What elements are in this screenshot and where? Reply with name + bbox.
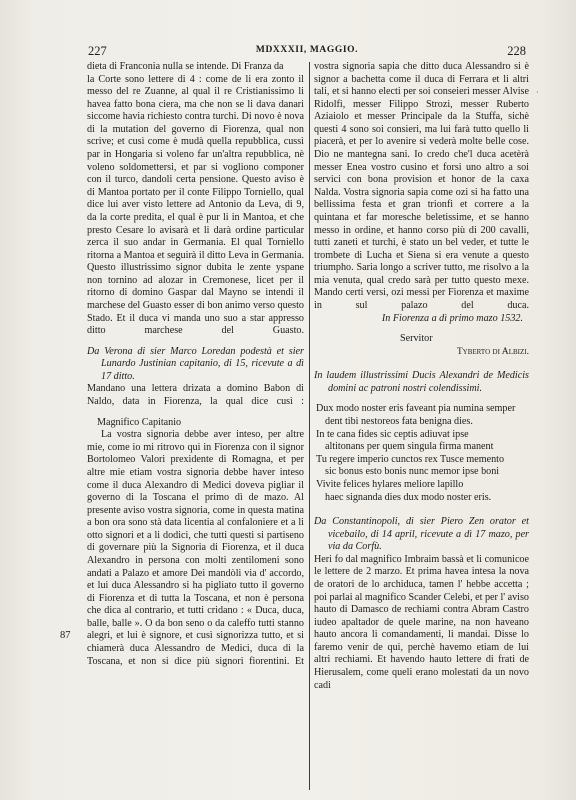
text-paragraph: La vostra signoria debbe aver inteso, per altre mie, come io mi ritrovo qui in Fiorenza con il signor Bortolomeo Valori prexidente di Romagna, et per altre mie etiam vostra signoria debbe haver inteso come il duca Alexandro di Medici doveva pigliar il governo di la Toscana el primo dì de mazo. Al presente aviso vostra signoria, come in questa matina a bon ora sono stà data licentia al confaloniere et a li otto signori et a li dodici, che tutti questi si partiseno di governare più la Signoria di Fiorenza, et il duca Alexandro in persona con molti zentilomeni sono andati a Palazo et amore Dei mandòli via d' accordo, et lui duca Alessandro si ha pigliato tutto il governo di Fiorenza et di tutta la Toscana, et non è persona che dica al contrario, et tutti cridano : « Duca, duca, balle, balle ». O da bon seno o da caleffo tutti stanno alegri, et lui è signore, et cusì signorizza tutto, et si chiamerà duca Alessandro de Medici, duca di la Toscana, et non si dice più signori fiorentini. Et (87, 429, 304, 667)
spacer (314, 325, 529, 333)
text-paragraph: Servitor (400, 333, 433, 345)
spacer (314, 395, 529, 403)
text-paragraph: In Fiorenza a dì primo mazo 1532. (381, 312, 523, 324)
text-paragraph: sic bonus esto bonis nunc memor ipse boni (325, 466, 500, 478)
text-paragraph: altitonans per quem singula firma manent (325, 441, 494, 453)
running-header (88, 44, 526, 58)
text-paragraph: Tyberto di Albizi. (456, 345, 529, 357)
right-page-number: 228 (507, 44, 526, 58)
margin-number: 87 (60, 630, 71, 641)
margin-mark: · (536, 88, 539, 98)
text-paragraph: Vivite felices hylares meliore lapillo (316, 478, 464, 490)
spacer (314, 504, 529, 516)
spacer (87, 409, 304, 417)
text-paragraph: la Corte sono lettere di 4 : come de li era zonto il messo del re Zuanne, al qual il re Cristianissimo li havea fatto bona ciera, ma che non se li dava danari siccome havia richiesto contra turchi. Di novo è nova di la mutation del governo di Fiorenza, qual non scrive; et cusì come è mudà quella repubblica, cussì par in Hongaria si voleno far un'altra repubblica, nè voleno soldomettersi, et par si vogliono componer con il turco, dandoli certa pensione. Questo aviso è di Mantoa portato per il conte Filippo Torniello, qual dice lui aver visto lettere ad Antonio da Leva, di 9, da la corte predita, el qual è pur li in Mantoa, et che presto Cesare lo avisarà et li darà ordine particular zerca il suo andar in Germania. El qual Torniello ritorna a Mantoa et seguirà il ditto Leva in Germania. Questo illustrissimo signor dubita le zente yspane non tornino ad alozar in Cremonese, licet per il ritorno di domino Gaspar dal Mayno se intendi il marchese del Guasto esser di bon animo verso questo Stado. Et il duca vi manda uno suo a star appresso ditto marchese del Guasto. (87, 73, 304, 337)
text-paragraph: Tu regere imperio cunctos rex Tusce memento (316, 453, 505, 465)
text-paragraph: Dux modo noster eris faveant pia numina semper (316, 403, 516, 415)
text-paragraph: Magnifico Capitanio (97, 416, 182, 428)
text-paragraph: In te cana fides sic ceptis adiuvat ipse (316, 428, 469, 440)
spacer (87, 338, 304, 346)
left-column (87, 61, 304, 791)
text-paragraph: dieta di Franconia nulla se intende. Di Franza da (87, 61, 284, 72)
text-paragraph: haec signanda dies dux modo noster eris. (325, 491, 492, 503)
right-column (314, 61, 529, 791)
running-title: MDXXXII, MAGGIO. (255, 45, 359, 55)
text-paragraph: Mandano una lettera drizata a domino Babon di Naldo, data in Fiorenza, la qual dice cusì : (87, 383, 304, 408)
text-paragraph: vostra signoria sapia che ditto duca Alessandro si è signor a bachetta come il duca di Ferrara et li altri tali, et si hanno electi per soi conseieri messer Alvise Ridolfi, messer Filippo Strozi, messer Ruberto Aziaiolo et messer Principale da la Stuffa, sichè questi 4 sono soi consieri, ma lui farà tutto quello li piacerà, et per lo avenire si vederà molte belle cose. Dio ne mantegna sani. Io credo che'l duca acetèrà messer Enea vostro cusino et forsi uno altro a soi servici con bona provision et honor de la caxa Nalda. Vostra signoria sapia come ozi si ha fatto una bellissima festa et gran trionfi et correre a la quintana et far moresche beletissime, et se hanno messo in ordine, et hanno corso più di 200 cavalli, tutti zaneti et turchi, è stato un bel veder, et tutte le trombete di Lucha et Siena si era venute a questo triumpho. Saria longo a scriver tutto, me risolvo a la mia venuta, qual credo sarà per tutto questo mexe. Mando certi versi, ozi messi per Fiorenza et maxime in sul palazo del duca. (314, 61, 529, 311)
spacer (314, 358, 529, 370)
text-paragraph: Da Constantinopoli, di sier Piero Zen orator et vicebailo, di 14 april, ricevute a dì 17 mazo, per via da Corfù. (314, 516, 529, 553)
left-page-number: 227 (88, 44, 107, 58)
text-paragraph: Da Verona di sier Marco Loredan podestà et sier Lunardo Justinian capitanio, di 15, ricevute a dì 17 ditto. (87, 345, 304, 382)
column-divider (309, 62, 310, 790)
text-paragraph: dent tibi nestoreos fata benigna dies. (325, 416, 473, 428)
text-paragraph: Heri fo dal magnifico Imbraim bassà et li comunicoe le lettere de 2 marzo. Et prima havea intesa la nova de oratori de lo archiduca, tamen l' hebbe accetta ; poi parlai al magnifico Scander Celebi, et per l' aviso hauto di Damasco de rechiami contra Abram Castro iudeo apaltador de quele marine, na non haveano hauto ancora li comandamenti, li mandai. Disse lo faremo venir de qui, perchè havemo etiam de lui altri rechiami. Et havendo hauto lettere di frati de Hierusalem, come queli erano molestati da un novo cadi (314, 553, 529, 691)
text-paragraph: In laudem illustrissimi Ducis Alexandri de Medicis domini ac patroni nostri colendissimi. (314, 370, 529, 394)
